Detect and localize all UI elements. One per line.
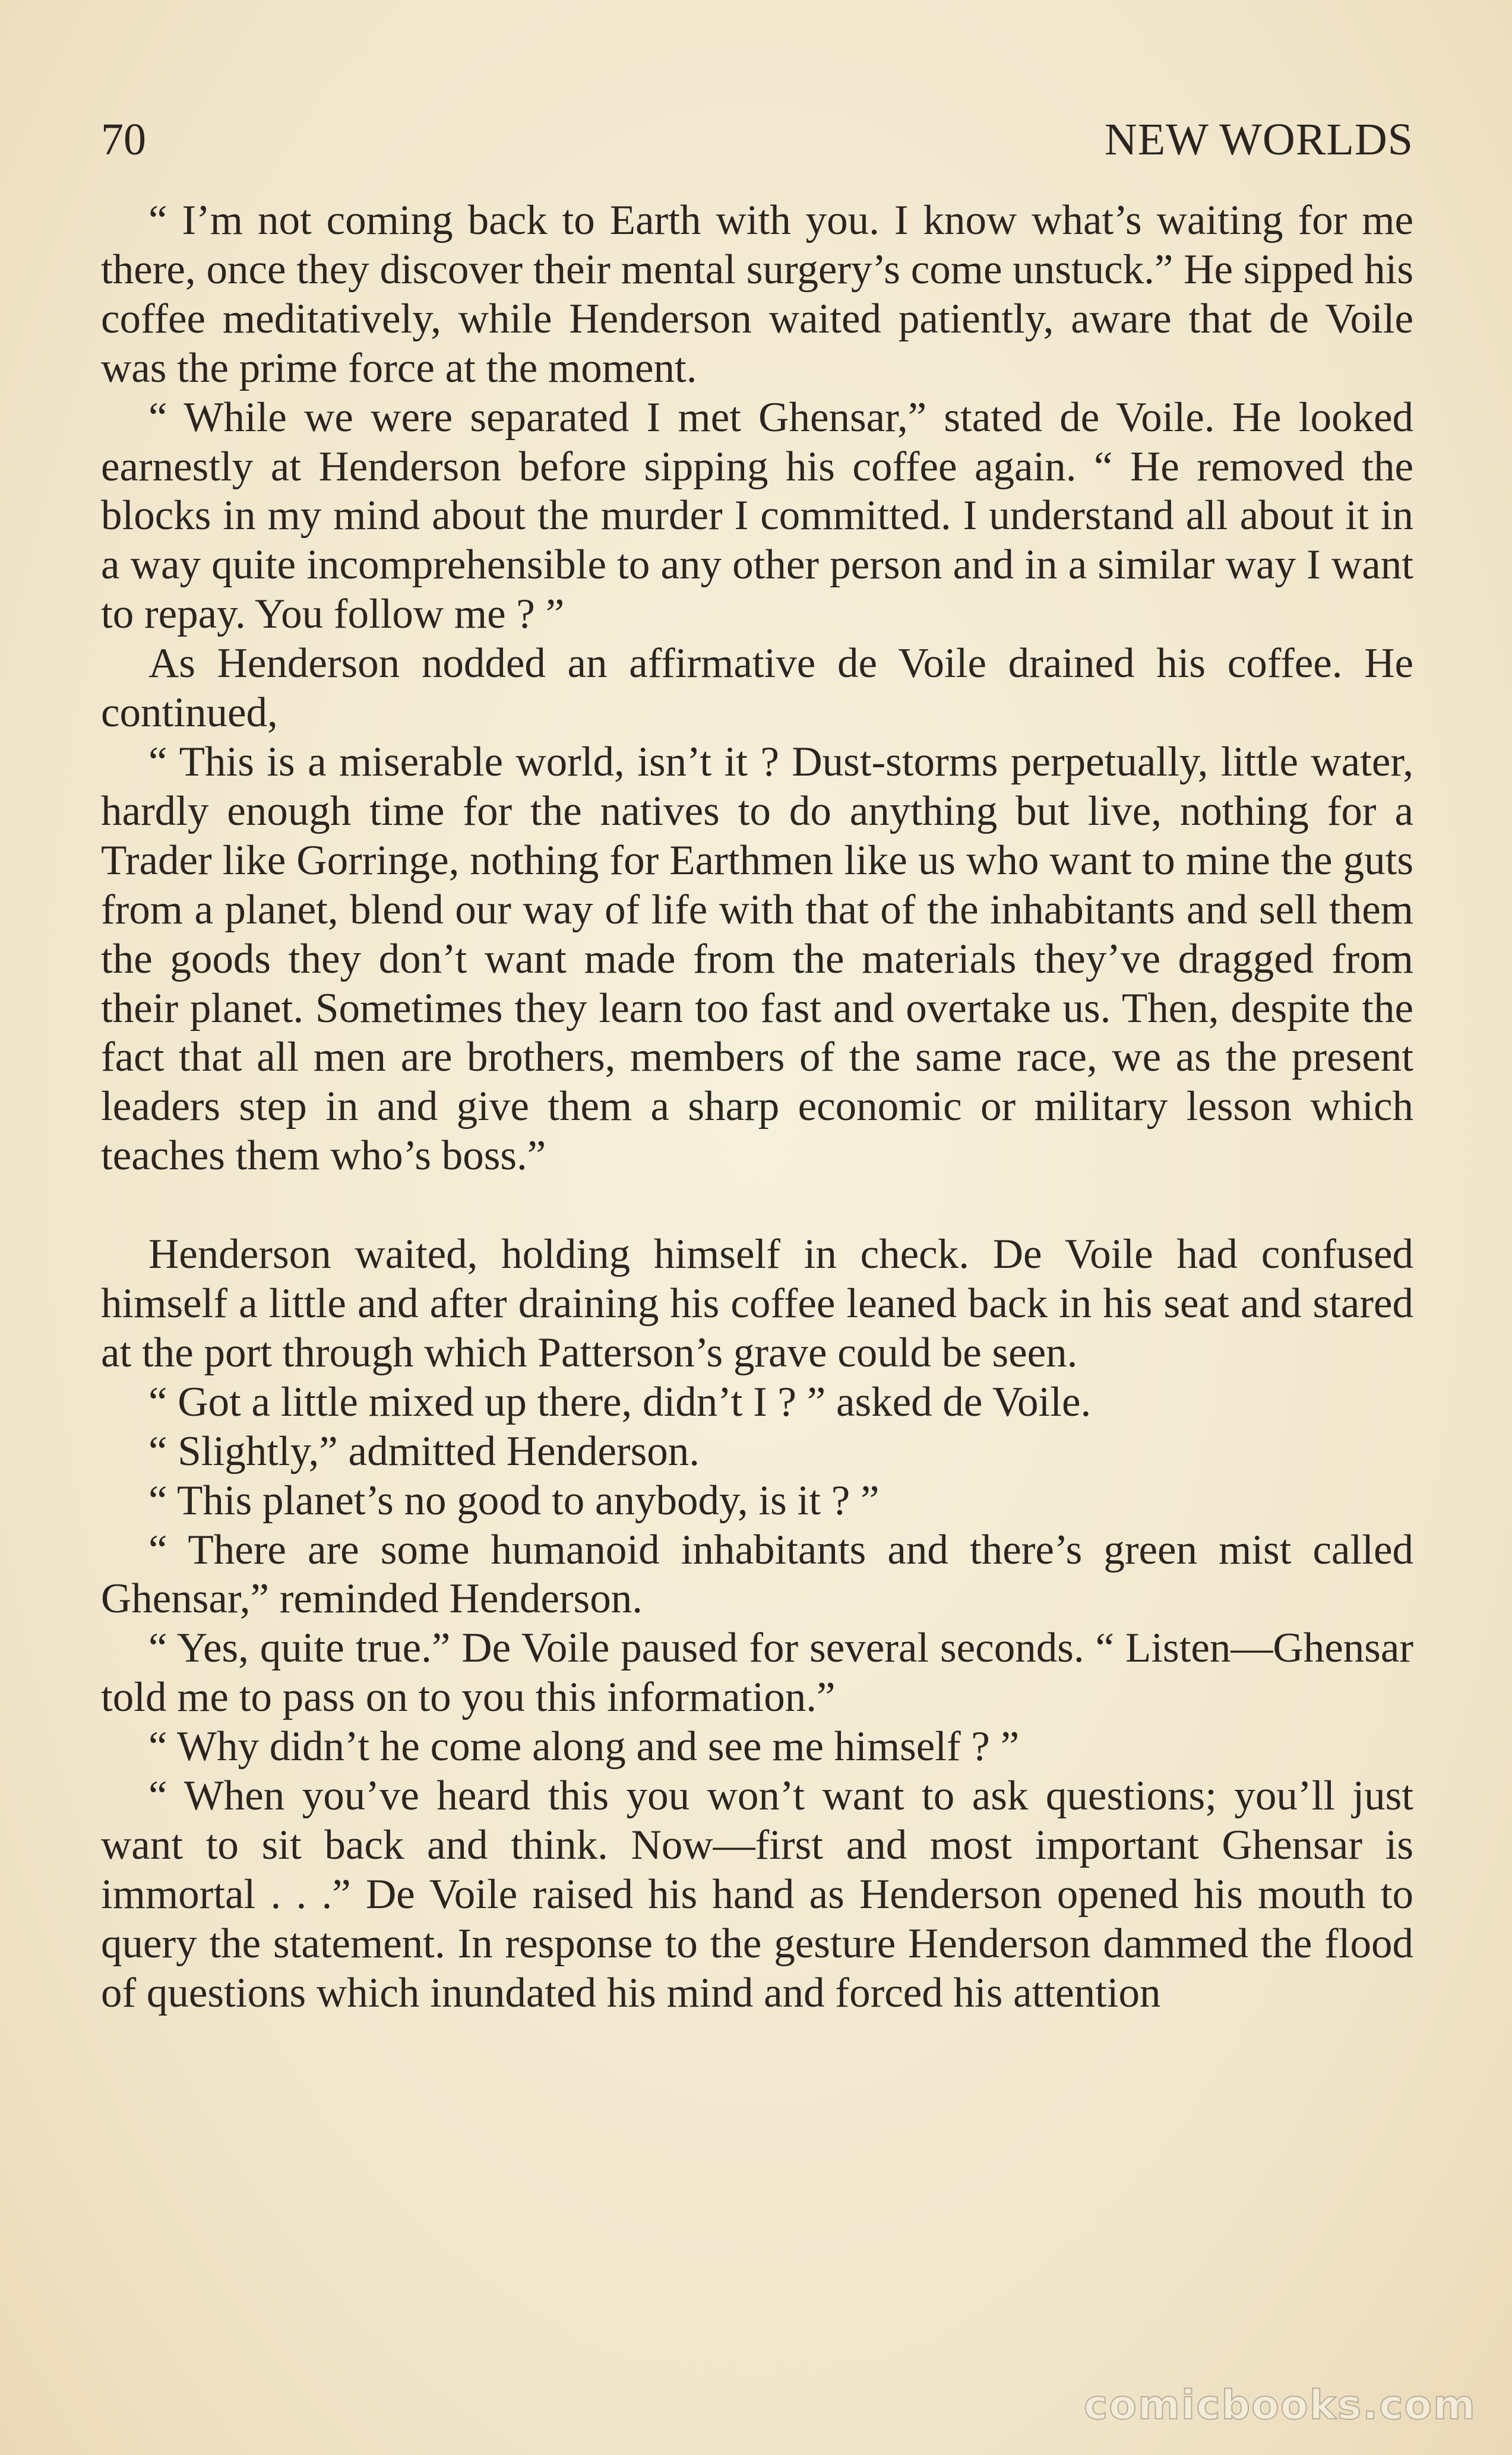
paragraph: “ Yes, quite true.” De Voile paused for several seconds. “ Listen—Ghensar told me to pass on to you this information.” [101,1625,1413,1721]
paragraph: “ Got a little mixed up there, didn’t I ? ” asked de Voile. [148,1378,1092,1425]
running-head: NEW WORLDS [1104,115,1413,164]
paragraph: “ There are some humanoid inhabitants and there’s green mist called Ghensar,” reminded Henderson. [101,1526,1413,1622]
page-header [101,107,1413,172]
paragraph: “ This planet’s no good to anybody, is it ? ” [148,1477,880,1524]
paragraph: “ Slightly,” admitted Henderson. [148,1428,700,1475]
book-page [101,107,1413,2018]
paragraph: “ Why didn’t he come along and see me himself ? ” [148,1723,1020,1770]
page-number: 70 [101,115,146,164]
paragraph: “ This is a miserable world, isn’t it ? Dust-storms perpetually, little water, hardly enough time for the natives to do anything but live, nothing for a Trader like Gorringe, nothing for Earthmen like us who want to mine the guts from a planet, blend our way of life with that of the inhabitants and sell them the goods they don’t want made from the materials they’ve dragged from their planet. Sometimes they learn too fast and overtake us. Then, despite the fact that all men are brothers, members of the same race, we as the present leaders step in and give them a sharp economic or military lesson which teaches them who’s boss.” [101,738,1413,1179]
page-body [101,196,1413,2018]
paragraph: “ I’m not coming back to Earth with you. I know what’s waiting for me there, once they discover their mental surgery’s come unstuck.” He sipped his coffee meditatively, while Henderson waited patiently, aware that de Voile was the prime force at the moment. [101,197,1413,391]
section-gap [101,1181,1413,1230]
paragraph: “ When you’ve heard this you won’t want to ask questions; you’ll just want to sit back and think. Now—first and most important Ghensar is immortal . . .” De Voile raised his hand as Henderson opened his mouth to query the statement. In response to the gesture Henderson dammed the flood of questions which inundated his mind and forced his attention [101,1773,1413,2016]
watermark: comicbooks.com [1083,2382,1476,2429]
paragraph: As Henderson nodded an affirmative de Voile drained his coffee. He continued, [101,640,1413,736]
paragraph: “ While we were separated I met Ghensar,” stated de Voile. He looked earnestly at Henderson before sipping his coffee again. “ He removed the blocks in my mind about the murder I committed. I understand all about it in a way quite incomprehensible to any other person and in a similar way I want to repay. You follow me ? ” [101,394,1413,638]
paragraph: Henderson waited, holding himself in check. De Voile had confused himself a little and after draining his coffee leaned back in his seat and stared at the port through which Patterson’s grave could be seen. [101,1231,1413,1376]
